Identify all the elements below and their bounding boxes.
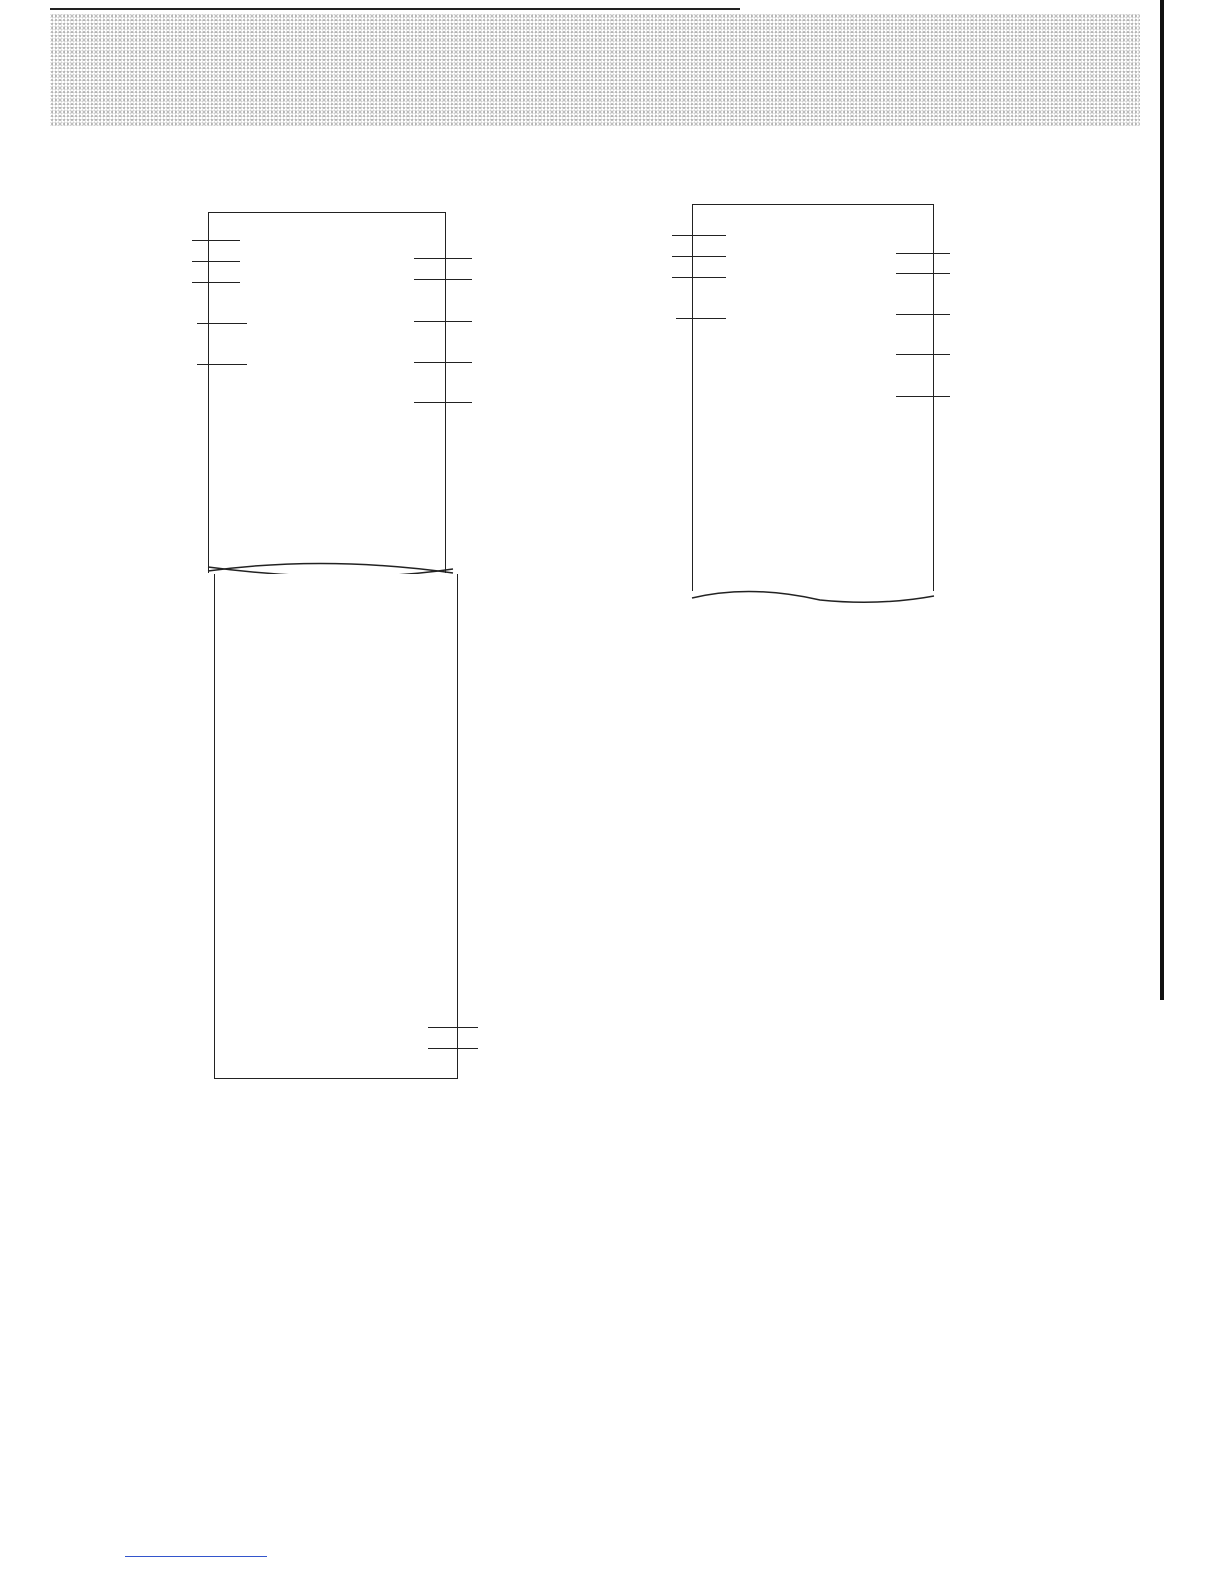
leader-line <box>428 1027 478 1028</box>
leader-line <box>414 402 472 403</box>
left-note-1 <box>120 1116 540 1156</box>
leader-line <box>896 314 950 315</box>
footer-rule <box>125 1556 267 1557</box>
top-rule <box>50 8 740 10</box>
left-note-2 <box>120 1179 540 1199</box>
leader-line <box>676 318 726 319</box>
leader-line <box>428 1048 478 1049</box>
leader-line <box>672 235 726 236</box>
right-note-3 <box>596 745 1016 785</box>
leader-line <box>414 258 472 259</box>
left-note-3 <box>120 1218 540 1258</box>
leader-line <box>192 240 240 241</box>
plu-receipt-bottom <box>214 574 458 1079</box>
leader-line <box>896 273 950 274</box>
right-note-1 <box>596 645 1016 685</box>
hourly-receipt <box>692 204 934 591</box>
leader-line <box>896 396 950 397</box>
leader-line <box>197 323 247 324</box>
leader-line <box>896 354 950 355</box>
leader-line <box>414 279 472 280</box>
page-edge-bar <box>1160 0 1164 1000</box>
leader-line <box>672 277 726 278</box>
leader-line <box>192 282 240 283</box>
leader-line <box>896 253 950 254</box>
header-banner <box>50 14 1140 126</box>
right-note-2 <box>596 707 1016 727</box>
plu-receipt-top <box>208 212 446 573</box>
leader-line <box>414 362 472 363</box>
receipt-curl <box>690 582 936 606</box>
leader-line <box>192 261 240 262</box>
leader-line <box>197 364 247 365</box>
leader-line <box>414 321 472 322</box>
leader-line <box>672 256 726 257</box>
